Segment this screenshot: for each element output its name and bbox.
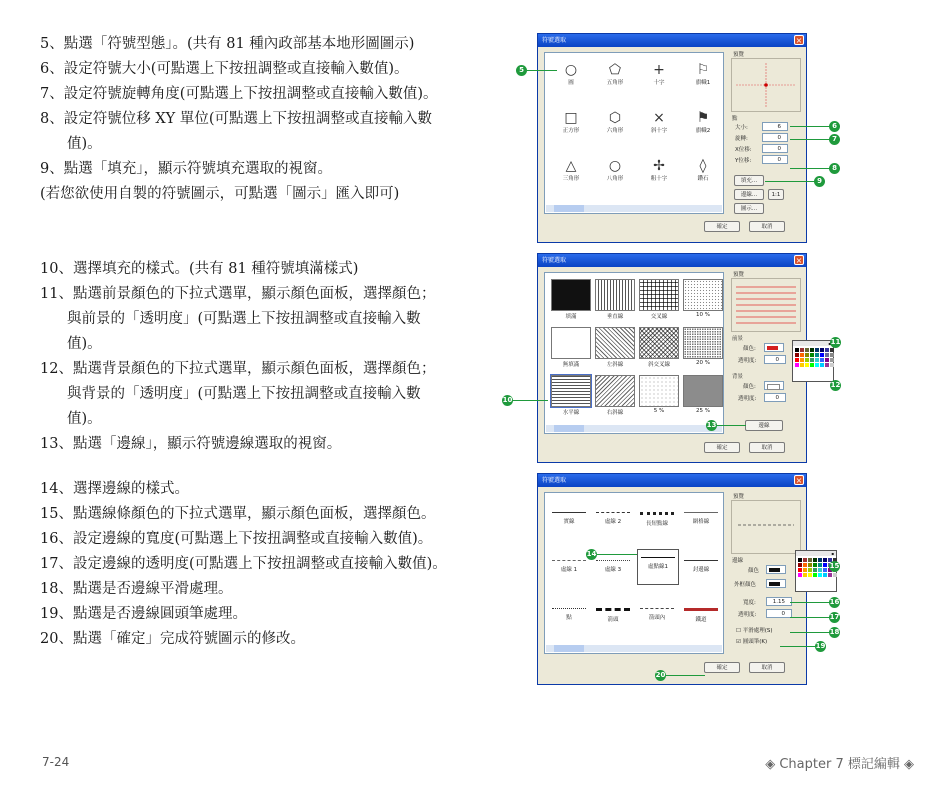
line-style-item[interactable] [593,601,633,623]
palette-color-swatch[interactable] [800,353,804,357]
pattern-swatch[interactable] [551,375,591,407]
bg-alpha-spinner[interactable]: 0 [764,393,786,402]
pattern-label: 斜交叉線 [647,362,670,368]
line-sample [596,512,630,513]
step-15: 15、點選線條顏色的下拉式選單，顯示顏色面板，選擇顏色。 [40,506,436,522]
line-style-item[interactable] [637,549,679,585]
callout-18: 18 [829,628,840,636]
palette-color-swatch[interactable] [813,568,817,572]
horizontal-scrollbar[interactable] [546,425,722,432]
callout-10: 10 [502,396,513,404]
line-color-label: 顏色 [748,568,760,574]
symbol-item[interactable] [637,109,681,154]
rotate-label: 旋轉: [735,136,748,142]
leader-9 [765,181,815,182]
callout-8: 8 [829,163,840,174]
rotate-spinner[interactable]: 0 [762,133,788,142]
leader-6 [790,126,830,127]
palette-color-swatch[interactable] [803,568,807,572]
symbol-label: 鑽石 [697,176,709,182]
palette-color-swatch[interactable] [818,573,822,577]
symbol-glyph-icon: ⬠ [608,62,622,78]
pattern-swatch[interactable] [595,375,635,407]
fg-alpha-spinner[interactable]: 0 [764,355,786,364]
step-17: 17、設定邊線的透明度(可點選上下按扭調整或直接輸入數值)。 [40,556,447,572]
preview-label: 預覽 [733,272,745,278]
line-sample [640,608,674,609]
callout-6: 6 [829,121,840,132]
line-color-swatch [769,568,780,572]
outline-color-select[interactable] [766,579,786,588]
edge-button[interactable]: 邊線 [745,420,783,431]
fg-color-select[interactable] [764,343,784,352]
palette-color-swatch[interactable] [803,558,807,562]
palette-color-swatch[interactable] [808,563,812,567]
symbol-item[interactable] [681,157,725,202]
pattern-swatch[interactable] [551,279,591,311]
alpha-label: 透明度: [738,612,757,618]
leader-14 [597,554,637,555]
step-13: 13、點選「邊線」，顯示符號邊線選取的視窗。 [40,436,342,452]
callout-20: 20 [655,671,666,679]
line-sample [684,608,718,611]
palette-color-swatch[interactable] [810,358,814,362]
symbol-label: 三角形 [562,176,580,182]
y-offset-spinner[interactable]: 0 [762,155,788,164]
dialog-titlebar [538,254,806,267]
x-offset-spinner[interactable]: 0 [762,144,788,153]
palette-color-swatch[interactable] [825,348,829,352]
step-9-note: (若您欲使用自製的符號圖示，可點選「圖示」匯入即可) [40,186,400,202]
line-sample [596,608,630,611]
palette-color-swatch[interactable] [830,358,834,362]
alpha-spinner[interactable]: 0 [766,609,792,618]
close-icon[interactable]: × [795,36,803,45]
line-style-item[interactable] [681,601,721,623]
palette-color-swatch[interactable] [823,563,827,567]
palette-color-swatch[interactable] [808,568,812,572]
symbol-glyph-icon: ⬡ [608,110,622,126]
symbol-label: 旗幟2 [695,128,711,134]
dialog-titlebar [538,474,806,487]
palette-color-swatch[interactable] [805,353,809,357]
callout-7: 7 [829,134,840,145]
pattern-label: 5 % [653,408,665,414]
symbol-item[interactable] [549,109,593,154]
callout-15: 15 [829,562,840,570]
palette-color-swatch[interactable] [820,358,824,362]
pattern-swatch[interactable] [595,327,635,359]
x-offset-label: X位移: [735,147,752,153]
pattern-label: 水平線 [562,410,580,416]
line-style-list [544,492,724,654]
pattern-list [544,272,724,434]
pattern-label: 垂直線 [606,314,624,320]
leader-13 [716,425,746,426]
symbol-label: 斜十字 [650,128,668,134]
fg-color-label: 顏色: [743,346,756,352]
palette-color-swatch[interactable] [805,348,809,352]
symbol-item[interactable] [637,61,681,106]
palette-color-swatch[interactable] [810,363,814,367]
leader-19 [780,646,820,647]
symbol-glyph-icon: × [653,110,665,126]
symbol-item[interactable] [681,61,725,106]
palette-color-swatch[interactable] [800,358,804,362]
palette-color-swatch[interactable] [815,353,819,357]
line-style-label: 箭頭 [607,617,619,623]
callout-12: 12 [830,381,841,389]
palette-color-swatch[interactable] [795,363,799,367]
close-icon[interactable]: × [795,476,803,485]
line-style-item[interactable] [549,505,589,525]
pattern-label: 10 % [696,312,710,318]
preview-line [732,501,800,553]
pattern-label: 無填滿 [562,362,580,368]
line-style-label: 點 [566,615,572,621]
symbol-glyph-icon: + [653,62,665,78]
preview-crosshair [732,59,800,111]
symbol-list [544,52,724,214]
symbol-item[interactable] [549,61,593,106]
line-style-label: 虛線 3 [604,567,622,573]
symbol-label: 六角形 [606,128,624,134]
palette-color-swatch[interactable] [803,563,807,567]
pattern-swatch[interactable] [639,375,679,407]
callout-9: 9 [814,176,825,187]
line-sample [641,557,675,558]
fg-color-palette[interactable] [792,340,834,382]
ratio-button[interactable]: 1:1 [768,189,784,200]
page-number: 7-24 [42,755,70,769]
step-8-cont: 值)。 [67,136,102,152]
step-12: 12、點選背景顏色的下拉式選單，顯示顏色面板，選擇顏色； [40,361,436,377]
callout-13: 13 [706,421,717,429]
leader-7 [790,139,830,140]
step-18: 18、點選是否邊線平滑處理。 [40,581,233,597]
step-7: 7、設定符號旋轉角度(可點選上下按扭調整或直接輸入數值)。 [40,86,438,102]
step-11-cont2: 值)。 [67,336,102,352]
symbol-item[interactable] [593,157,637,202]
line-style-item[interactable] [593,553,633,573]
line-style-item[interactable] [681,505,721,525]
round-checkbox[interactable]: ☑ 圓頭筆(K) [736,639,768,645]
step-12-cont2: 值)。 [67,411,102,427]
symbol-label: 八角形 [606,176,624,182]
horizontal-scrollbar[interactable] [546,645,722,652]
palette-color-swatch[interactable] [818,563,822,567]
pattern-swatch[interactable] [639,279,679,311]
palette-color-swatch[interactable] [805,363,809,367]
symbol-label: 旗幟1 [695,80,711,86]
step-5: 5、點選「符號型態」。(共有 81 種內政部基本地形圖圖示) [40,36,415,52]
step-11-cont: 與前景的「透明度」(可點選上下按扭調整或直接輸入數 [67,311,421,327]
preview-pattern [732,279,800,331]
palette-color-swatch[interactable] [818,558,822,562]
line-sample [552,608,586,609]
line-sample [684,560,718,561]
ok-button[interactable]: 確定 [704,442,740,453]
line-color-palette[interactable]: ▪ [795,550,837,592]
line-style-item[interactable] [549,601,589,621]
symbol-label: 圓 [568,80,574,86]
palette-color-swatch[interactable] [828,573,832,577]
line-sample [596,560,630,561]
edge-dialog [537,473,807,685]
pattern-swatch[interactable] [639,327,679,359]
leader-8 [790,168,830,169]
bg-color-swatch [767,384,780,390]
smooth-checkbox[interactable]: ☐ 平滑處理(S) [736,628,773,634]
palette-color-swatch[interactable] [815,358,819,362]
pattern-swatch[interactable] [595,279,635,311]
palette-color-swatch[interactable] [808,573,812,577]
symbol-item[interactable] [637,157,681,202]
symbol-label: 正方形 [562,128,580,134]
symbol-label: 粗十字 [650,176,668,182]
line-style-item[interactable] [681,553,721,573]
cancel-button[interactable]: 取消 [749,662,785,673]
palette-color-swatch[interactable] [800,363,804,367]
line-style-label: 虛線 2 [604,519,622,525]
symbol-item[interactable] [593,61,637,106]
palette-color-swatch[interactable] [818,568,822,572]
line-style-item[interactable] [637,601,677,621]
outline-color-swatch [769,582,780,586]
y-offset-label: Y位移: [735,158,752,164]
point-group-label: 點 [732,116,738,122]
width-spinner[interactable]: 1.15 [766,597,792,606]
palette-color-swatch[interactable] [798,573,802,577]
step-16: 16、設定邊線的寬度(可點選上下按扭調整或直接輸入數值)。 [40,531,433,547]
symbol-label: 十字 [653,80,665,86]
bg-color-label: 顏色: [743,384,756,390]
foreground-group-label: 前景 [732,336,744,342]
line-style-item[interactable] [549,553,589,573]
palette-color-swatch[interactable] [823,573,827,577]
palette-color-swatch[interactable] [813,558,817,562]
step-19: 19、點選是否邊線圓頭筆處理。 [40,606,247,622]
size-spinner[interactable]: 6 [762,122,788,131]
palette-color-swatch[interactable] [798,563,802,567]
callout-17: 17 [829,613,840,621]
palette-color-swatch[interactable] [813,563,817,567]
step-6: 6、設定符號大小(可點選上下按扭調整或直接輸入數值)。 [40,61,409,77]
fill-dialog [537,253,807,463]
palette-color-swatch[interactable] [825,358,829,362]
ok-button[interactable]: 確定 [704,662,740,673]
symbol-label: 五角形 [606,80,624,86]
palette-color-swatch[interactable] [820,363,824,367]
callout-16: 16 [829,598,840,606]
step-10: 10、選擇填充的樣式。(共有 81 種符號填滿樣式) [40,261,359,277]
palette-color-swatch[interactable] [798,558,802,562]
edge-preview [731,500,801,554]
line-style-label: 封邊線 [692,567,710,573]
palette-color-swatch[interactable] [823,568,827,572]
dialog-title: 符號選取 [542,477,567,484]
dialog-title: 符號選取 [542,37,567,44]
width-label: 寬度: [743,600,756,606]
line-sample [552,560,586,561]
line-style-item[interactable] [637,505,677,527]
palette-color-swatch[interactable] [805,358,809,362]
leader-5 [527,70,557,71]
symbol-glyph-icon: ⚐ [696,62,710,78]
symbol-glyph-icon: □ [564,110,578,126]
symbol-item[interactable] [681,109,725,154]
palette-color-swatch[interactable] [795,348,799,352]
fg-alpha-label: 透明度: [738,358,757,364]
cancel-button[interactable]: 取消 [749,442,785,453]
close-icon[interactable]: × [795,256,803,265]
pattern-label: 填滿 [565,314,577,320]
symbol-item[interactable] [593,109,637,154]
leader-20 [665,675,705,676]
background-group-label: 背景 [732,374,744,380]
leader-16 [790,602,830,603]
palette-color-swatch[interactable] [830,353,834,357]
line-style-label: 長短點線 [645,521,668,527]
line-color-select[interactable] [766,565,786,574]
symbol-glyph-icon: ⚑ [696,110,710,126]
pattern-swatch[interactable] [683,327,723,359]
palette-color-swatch[interactable] [825,353,829,357]
symbol-glyph-icon: ○ [608,158,622,174]
palette-color-swatch[interactable] [803,573,807,577]
palette-color-swatch[interactable] [825,363,829,367]
step-14: 14、選擇邊線的樣式。 [40,481,189,497]
step-12-cont: 與背景的「透明度」(可點選上下按扭調整或直接輸入數 [67,386,421,402]
icon-button[interactable]: 圖示... [734,203,764,214]
symbol-glyph-icon: ✢ [653,158,665,174]
pattern-label: 左斜線 [606,362,624,368]
pattern-swatch[interactable] [683,375,723,407]
round-label: 圓頭筆(K) [742,639,768,645]
step-20: 20、點選「確定」完成符號圖示的修改。 [40,631,305,647]
callout-5: 5 [516,65,527,76]
line-style-label: 虛點線1 [648,564,668,570]
leader-17 [790,617,830,618]
chapter-label: ◈ Chapter 7 標記編輯 ◈ [765,757,914,772]
palette-color-swatch[interactable] [823,558,827,562]
palette-color-swatch[interactable] [815,348,819,352]
outline-color-label: 外框顏色 [734,582,757,588]
line-style-label: 網格線 [692,519,710,525]
smooth-label: 平滑處理(S) [742,628,773,634]
instructions [40,32,510,652]
leader-18 [790,632,830,633]
pattern-swatch[interactable] [683,279,723,311]
pattern-label: 25 % [696,408,710,414]
step-8: 8、設定符號位移 XY 單位(可點選上下按扭調整或直接輸入數 [40,111,432,127]
palette-color-swatch[interactable] [820,353,824,357]
symbol-item[interactable] [549,157,593,202]
preview-label: 預覽 [733,494,745,500]
palette-color-swatch[interactable] [813,573,817,577]
step-11: 11、點選前景顏色的下拉式選單，顯示顏色面板，選擇顏色； [40,286,436,302]
symbol-glyph-icon: △ [565,158,577,174]
edge-button[interactable]: 邊線... [734,189,764,200]
leader-10 [513,400,548,401]
palette-color-swatch[interactable] [800,348,804,352]
fill-button[interactable]: 填充... [734,175,764,186]
cancel-button[interactable]: 取消 [749,221,785,232]
ok-button[interactable]: 確定 [704,221,740,232]
palette-color-swatch[interactable] [795,353,799,357]
pattern-label: 右斜線 [606,410,624,416]
line-style-item[interactable] [593,505,633,525]
symbol-glyph-icon: ○ [564,62,578,78]
palette-color-swatch[interactable] [815,363,819,367]
horizontal-scrollbar[interactable] [546,205,722,212]
bg-color-select[interactable] [764,381,784,390]
palette-color-swatch[interactable] [830,363,834,367]
palette-color-swatch[interactable] [833,573,837,577]
fg-color-swatch [767,346,778,350]
symbol-preview [731,58,801,112]
line-style-label: 虛線 1 [560,567,578,573]
palette-color-swatch[interactable] [795,358,799,362]
palette-color-swatch[interactable] [808,558,812,562]
bg-alpha-label: 透明度: [738,396,757,402]
line-sample [552,512,586,513]
line-style-label: 箭頭內 [648,615,666,621]
callout-19: 19 [815,642,826,650]
fill-preview [731,278,801,332]
palette-color-swatch[interactable] [810,353,814,357]
dialog-titlebar [538,34,806,47]
pattern-label: 20 % [696,360,710,366]
palette-color-swatch[interactable] [830,348,834,352]
symbol-dialog [537,33,807,243]
pattern-label: 交叉線 [650,314,668,320]
palette-color-swatch[interactable] [820,348,824,352]
line-sample [640,512,674,515]
pattern-swatch[interactable] [551,327,591,359]
line-style-label: 鐵道 [695,617,707,623]
step-9: 9、點選「填充」，顯示符號填充選取的視窗。 [40,161,332,177]
preview-label: 預覽 [733,52,745,58]
symbol-glyph-icon: ◊ [699,158,707,174]
callout-14: 14 [586,550,597,558]
palette-color-swatch[interactable] [810,348,814,352]
line-sample [684,512,718,513]
line-style-label: 實線 [563,519,575,525]
size-label: 大小: [735,125,748,131]
edge-group-label: 邊線 [732,558,744,564]
callout-11: 11 [830,338,841,346]
palette-color-swatch[interactable] [798,568,802,572]
dialog-title: 符號選取 [542,257,567,264]
